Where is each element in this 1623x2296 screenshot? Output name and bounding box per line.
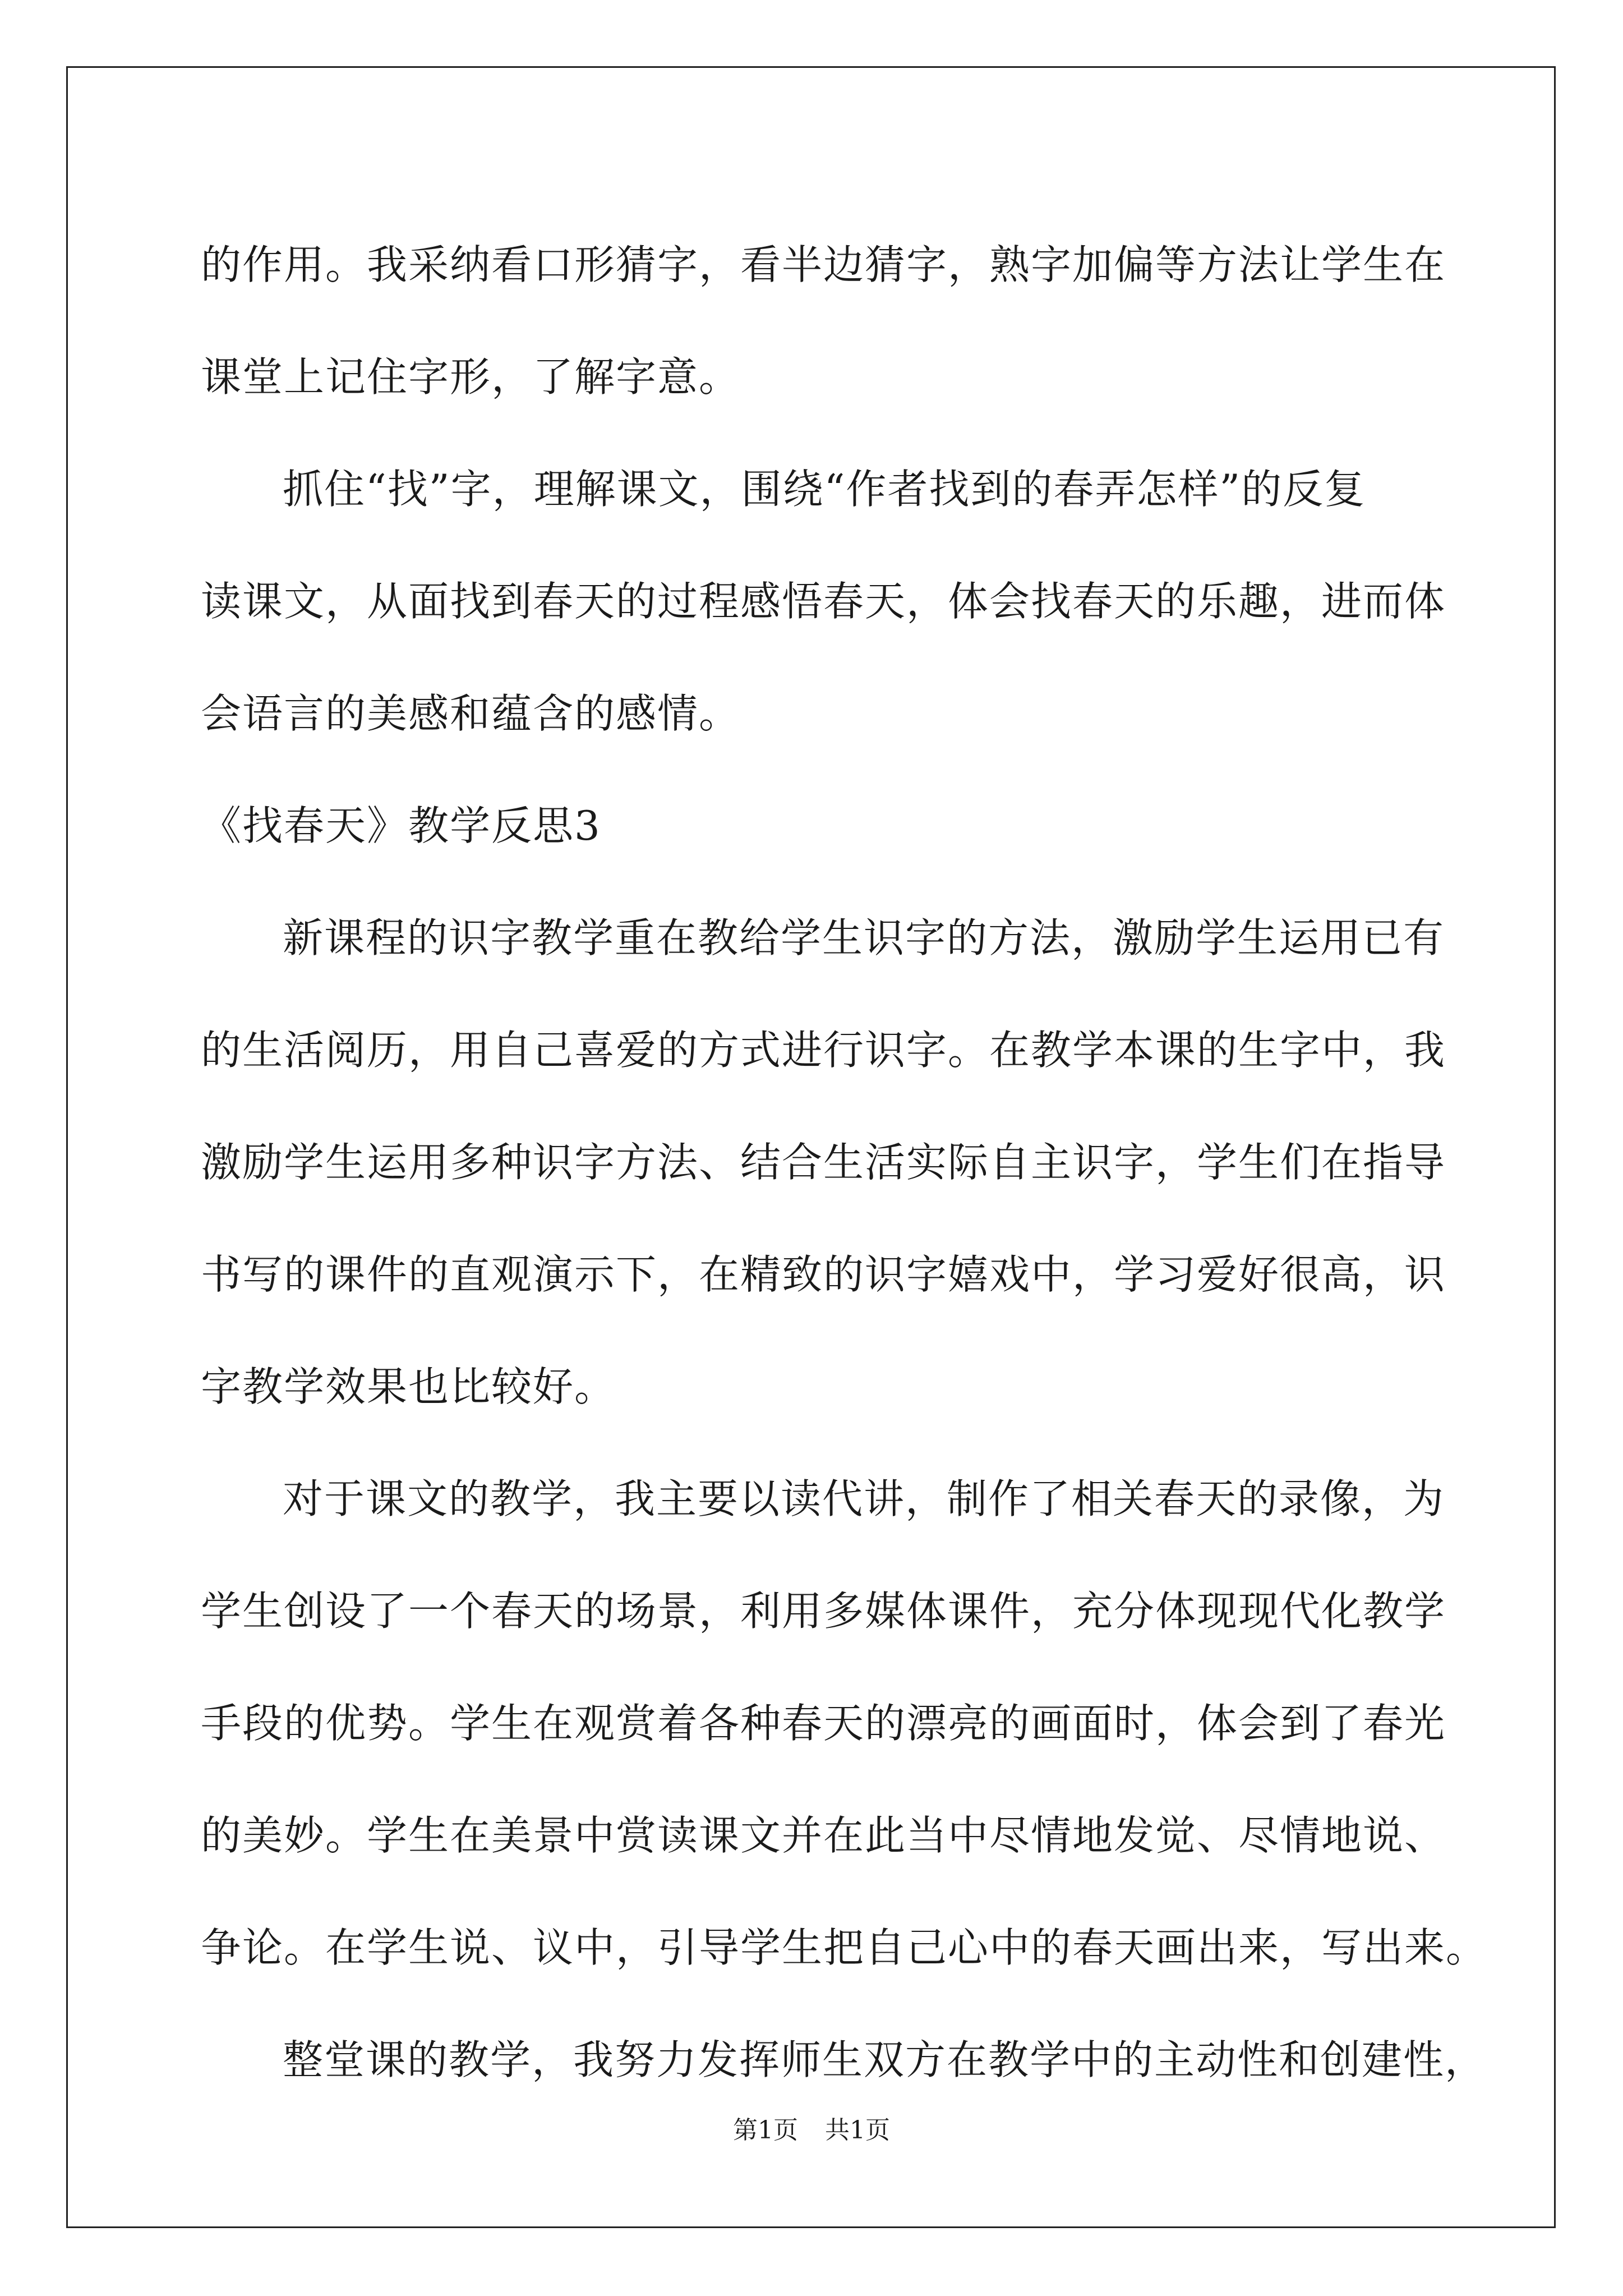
paragraph-start: 新课程的识字教学重在教给学生识字的方法，激励学生运用已有 — [283, 914, 1445, 961]
text-line: 书写的课件的直观演示下，在精致的识字嬉戏中，学习爱好很高，识 — [201, 1251, 1446, 1298]
text-line: 课堂上记住字形，了解字意。 — [201, 353, 741, 401]
text-line: 学生创设了一个春天的场景，利用多媒体课件，充分体现现代化教学 — [201, 1588, 1446, 1635]
page-number-total: 共1页 — [825, 2116, 890, 2145]
text-line: 会语言的美感和蕴含的感情。 — [201, 690, 741, 737]
text-line: 读课文，从面找到春天的过程感悟春天，体会找春天的乐趣，进而体 — [201, 578, 1446, 625]
page-number-current: 第1页 — [733, 2116, 798, 2145]
text-line: 争论。在学生说、议中，引导学生把自己心中的春天画出来，写出来。 — [201, 1924, 1488, 1971]
paragraph-start: 抓住“找”字，理解课文，围绕“作者找到的春弄怎样”的反复 — [283, 466, 1366, 513]
text-line: 字教学效果也比较好。 — [201, 1363, 616, 1410]
page-footer — [0, 2114, 1623, 2147]
text-line: 的生活阅历，用自己喜爱的方式进行识字。在教学本课的生字中，我 — [201, 1027, 1446, 1074]
paragraph-start: 对于课文的教学，我主要以读代讲，制作了相关春天的录像，为 — [283, 1475, 1445, 1522]
text-line: 的作用。我采纳看口形猜字，看半边猜字，熟字加偏等方法让学生在 — [201, 241, 1446, 288]
document-body — [201, 209, 1488, 2116]
text-line: 手段的优势。学生在观赏着各种春天的漂亮的画面时，体会到了春光 — [201, 1700, 1446, 1747]
paragraph-start: 整堂课的教学，我努力发挥师生双方在教学中的主动性和创建性， — [283, 2036, 1487, 2083]
section-heading: 《找春天》教学反思3 — [201, 802, 601, 849]
text-line: 的美妙。学生在美景中赏读课文并在此当中尽情地发觉、尽情地说、 — [201, 1812, 1446, 1859]
text-line: 激励学生运用多种识字方法、结合生活实际自主识字，学生们在指导 — [201, 1139, 1446, 1186]
